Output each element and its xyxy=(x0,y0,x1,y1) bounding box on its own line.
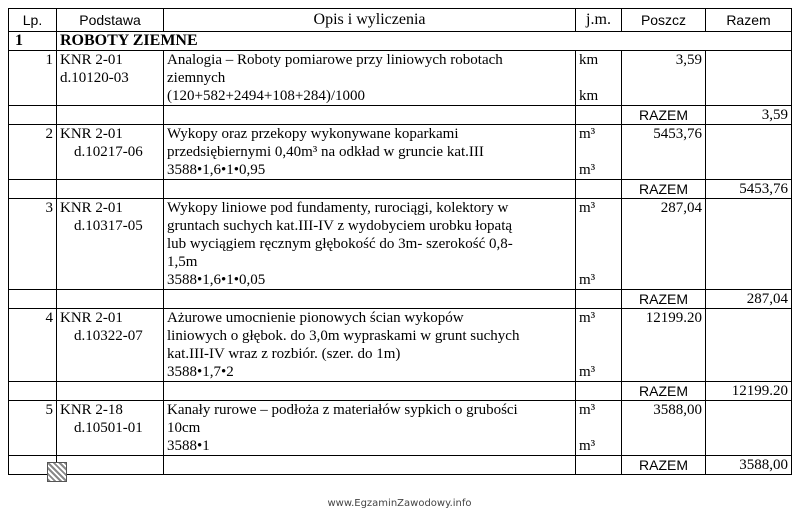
razem-empty-cell xyxy=(57,180,164,199)
podstawa-table: d.10322-07 xyxy=(74,328,143,344)
item-opis xyxy=(164,309,576,382)
razem-empty-cell xyxy=(576,180,622,199)
razem-empty-cell xyxy=(9,382,57,401)
razem-empty-cell xyxy=(576,456,622,475)
unit-bottom: m³ xyxy=(579,272,596,288)
unit-bottom: km xyxy=(579,88,599,104)
item-unit xyxy=(576,309,622,382)
item-lp: 4 xyxy=(9,309,57,382)
opis-line: Wykopy liniowe pod fundamenty, rurociągi, kolektory w xyxy=(167,200,509,216)
razem-value: 5453,76 xyxy=(706,180,792,199)
wyliczenie: 3588•1 xyxy=(167,438,210,454)
razem-label: RAZEM xyxy=(622,382,706,401)
razem-value: 287,04 xyxy=(706,290,792,309)
item-opis xyxy=(164,199,576,290)
razem-row xyxy=(9,180,792,199)
unit-top: km xyxy=(579,52,599,68)
opis-line: 10cm xyxy=(167,420,201,436)
item-lp: 1 xyxy=(9,51,57,106)
wyliczenie: (120+582+2494+108+284)/1000 xyxy=(167,88,365,104)
razem-row xyxy=(9,382,792,401)
item-opis xyxy=(164,401,576,456)
header-opis: Opis i wyliczenia xyxy=(164,9,576,32)
item-row xyxy=(9,309,792,382)
podstawa-table: d.10317-05 xyxy=(74,218,143,234)
header-razem: Razem xyxy=(706,9,792,32)
unit-top: m³ xyxy=(579,200,596,216)
item-lp: 3 xyxy=(9,199,57,290)
item-podstawa xyxy=(57,51,164,106)
header-lp: Lp. xyxy=(9,9,57,32)
razem-label: RAZEM xyxy=(622,456,706,475)
opis-line: 1,5m xyxy=(167,254,198,270)
razem-value: 3,59 xyxy=(706,106,792,125)
item-unit xyxy=(576,199,622,290)
podstawa-catalog: KNR 2-01 xyxy=(60,52,123,68)
item-razem-empty xyxy=(706,125,792,180)
item-row xyxy=(9,125,792,180)
opis-line: przedsiębiernymi 0,40m³ na odkład w gruncie kat.III xyxy=(167,144,484,160)
unit-top: m³ xyxy=(579,126,596,142)
razem-value: 12199.20 xyxy=(706,382,792,401)
razem-empty-cell xyxy=(57,382,164,401)
item-row xyxy=(9,199,792,290)
razem-empty-cell xyxy=(57,106,164,125)
razem-empty-cell xyxy=(57,290,164,309)
item-poszcz: 5453,76 xyxy=(622,125,706,180)
razem-empty-cell xyxy=(164,290,576,309)
item-poszcz: 3588,00 xyxy=(622,401,706,456)
wyliczenie: 3588•1,7•2 xyxy=(167,364,234,380)
unit-bottom: m³ xyxy=(579,162,596,178)
item-row xyxy=(9,51,792,106)
opis-line: liniowych o głębok. do 3,0m wypraskami w grunt suchych xyxy=(167,328,520,344)
item-poszcz: 3,59 xyxy=(622,51,706,106)
header-row xyxy=(9,9,792,32)
razem-label: RAZEM xyxy=(622,180,706,199)
kosztorys-table xyxy=(8,8,792,475)
opis-line: Wykopy oraz przekopy wykonywane koparkami xyxy=(167,126,459,142)
razem-empty-cell xyxy=(164,382,576,401)
opis-line: gruntach suchych kat.III-IV z wydobyciem urobku łopatą xyxy=(167,218,513,234)
razem-empty-cell xyxy=(164,180,576,199)
podstawa-table: d.10120-03 xyxy=(60,70,129,86)
razem-empty-cell xyxy=(576,106,622,125)
wyliczenie: 3588•1,6•1•0,95 xyxy=(167,162,266,178)
podstawa-catalog: KNR 2-01 xyxy=(60,310,123,326)
header-poszcz: Poszcz xyxy=(622,9,706,32)
razem-empty-cell xyxy=(164,456,576,475)
opis-line: ziemnych xyxy=(167,70,226,86)
opis-line: Kanały rurowe – podłoża z materiałów sypkich o grubości xyxy=(167,402,518,418)
razem-empty-cell xyxy=(164,106,576,125)
wyliczenie: 3588•1,6•1•0,05 xyxy=(167,272,266,288)
section-title: ROBOTY ZIEMNE xyxy=(57,32,792,51)
item-podstawa xyxy=(57,125,164,180)
razem-row xyxy=(9,456,792,475)
item-unit xyxy=(576,125,622,180)
razem-empty-cell xyxy=(9,180,57,199)
item-row xyxy=(9,401,792,456)
podstawa-table: d.10501-01 xyxy=(74,420,143,436)
item-podstawa xyxy=(57,401,164,456)
section-lp: 1 xyxy=(9,32,57,51)
unit-bottom: m³ xyxy=(579,364,596,380)
item-poszcz: 287,04 xyxy=(622,199,706,290)
razem-empty-cell xyxy=(576,290,622,309)
qr-code-icon xyxy=(47,462,67,482)
podstawa-catalog: KNR 2-01 xyxy=(60,126,123,142)
item-podstawa xyxy=(57,199,164,290)
razem-empty-cell xyxy=(57,456,164,475)
item-opis xyxy=(164,51,576,106)
item-razem-empty xyxy=(706,401,792,456)
opis-line: kat.III-IV wraz z rozbiór. (szer. do 1m) xyxy=(167,346,401,362)
item-razem-empty xyxy=(706,309,792,382)
razem-row xyxy=(9,290,792,309)
razem-value: 3588,00 xyxy=(706,456,792,475)
podstawa-catalog: KNR 2-01 xyxy=(60,200,123,216)
item-lp: 2 xyxy=(9,125,57,180)
header-podstawa: Podstawa xyxy=(57,9,164,32)
item-razem-empty xyxy=(706,199,792,290)
razem-empty-cell xyxy=(9,106,57,125)
unit-top: m³ xyxy=(579,402,596,418)
item-lp: 5 xyxy=(9,401,57,456)
opis-line: Analogia – Roboty pomiarowe przy liniowych robotach xyxy=(167,52,503,68)
item-podstawa xyxy=(57,309,164,382)
item-unit xyxy=(576,401,622,456)
unit-top: m³ xyxy=(579,310,596,326)
opis-line: lub wyciągiem ręcznym głębokość do 3m- szerokość 0,8- xyxy=(167,236,513,252)
unit-bottom: m³ xyxy=(579,438,596,454)
item-opis xyxy=(164,125,576,180)
razem-empty-cell xyxy=(576,382,622,401)
section-row xyxy=(9,32,792,51)
razem-empty-cell xyxy=(9,290,57,309)
item-razem-empty xyxy=(706,51,792,106)
item-poszcz: 12199.20 xyxy=(622,309,706,382)
item-unit xyxy=(576,51,622,106)
footer-watermark: www.EgzaminZawodowy.info xyxy=(327,498,472,509)
podstawa-table: d.10217-06 xyxy=(74,144,143,160)
razem-label: RAZEM xyxy=(622,106,706,125)
razem-label: RAZEM xyxy=(622,290,706,309)
header-jm: j.m. xyxy=(576,9,622,32)
podstawa-catalog: KNR 2-18 xyxy=(60,402,123,418)
opis-line: Ażurowe umocnienie pionowych ścian wykopów xyxy=(167,310,464,326)
razem-row xyxy=(9,106,792,125)
